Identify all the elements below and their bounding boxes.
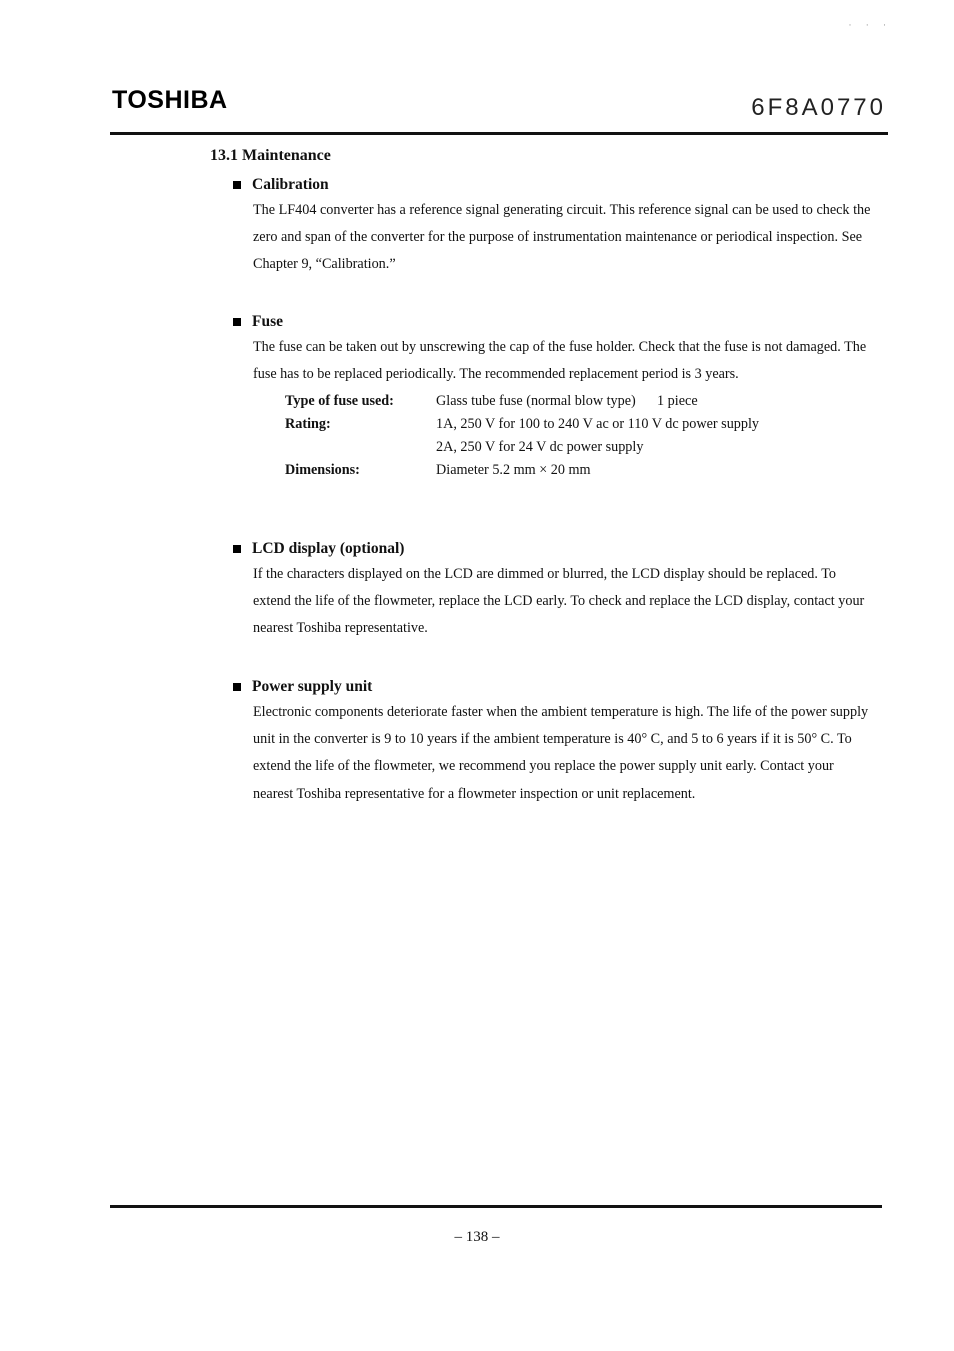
lcd-section [233, 540, 873, 643]
spec-row-dimensions [285, 459, 873, 482]
spec-row-rating-alt [285, 436, 873, 459]
spec-value: Glass tube fuse (normal blow type) 1 piece [436, 393, 698, 410]
fuse-heading-text: Fuse [252, 313, 283, 330]
calibration-section [233, 176, 873, 279]
brand-logo: TOSHIBA [112, 86, 228, 114]
spec-value: 1A, 250 V for 100 to 240 V ac or 110 V dc power supply [436, 416, 760, 433]
spec-label: Type of fuse used: [285, 393, 394, 410]
square-bullet-icon [233, 181, 241, 189]
fuse-heading [233, 313, 873, 331]
square-bullet-icon [233, 545, 241, 553]
calibration-heading-text: Calibration [252, 176, 329, 193]
spec-label [285, 436, 436, 459]
lcd-heading-text: LCD display (optional) [252, 540, 405, 557]
spec-row-rating [285, 413, 873, 436]
document-number: 6F8A0770 [751, 94, 886, 121]
lcd-heading [233, 540, 873, 558]
fuse-section [233, 313, 873, 482]
fuse-paragraph: The fuse can be taken out by unscrewing the cap of the fuse holder. Check that the fuse is not damaged. The fuse has to be replaced periodically. The recommended replacement period is 3 years. [253, 339, 867, 383]
spec-value: 2A, 250 V for 24 V dc power supply [436, 439, 644, 456]
header-rule [110, 132, 888, 135]
power-paragraph: Electronic components deteriorate faster when the ambient temperature is high. The life of the power supply unit in the converter is 9 to 10 years if the ambient temperature is 40° C, and 5 to 6 years if it is 50° C. To extend the life of the flowmeter, we recommend you replace the power supply unit early. Contact your nearest Toshiba representative for a flowmeter inspection or unit replacement. [253, 704, 869, 802]
calibration-heading [233, 176, 873, 194]
square-bullet-icon [233, 318, 241, 326]
spec-label: Dimensions: [285, 462, 360, 479]
spec-row-type [285, 390, 873, 413]
power-heading-text: Power supply unit [252, 678, 373, 695]
square-bullet-icon [233, 683, 241, 691]
lcd-paragraph: If the characters displayed on the LCD are dimmed or blurred, the LCD display should be replaced. To extend the life of the flowmeter, replace the LCD early. To check and replace the LCD display, contact your nearest Toshiba representative. [253, 566, 865, 637]
fuse-spec-table [285, 390, 873, 482]
power-section [233, 678, 873, 808]
corner-marks: · · · [848, 20, 892, 30]
page-number: – 138 – [454, 1229, 500, 1245]
spec-label: Rating: [285, 416, 331, 433]
power-heading [233, 678, 873, 696]
footer-rule [110, 1205, 882, 1208]
spec-value: Diameter 5.2 mm × 20 mm [436, 462, 591, 479]
calibration-paragraph: The LF404 converter has a reference signal generating circuit. This reference signal can be used to check the zero and span of the converter for the purpose of instrumentation maintenance or periodical inspection. See Chapter 9, “Calibration.” [253, 202, 871, 273]
section-title: 13.1 Maintenance [210, 147, 331, 164]
